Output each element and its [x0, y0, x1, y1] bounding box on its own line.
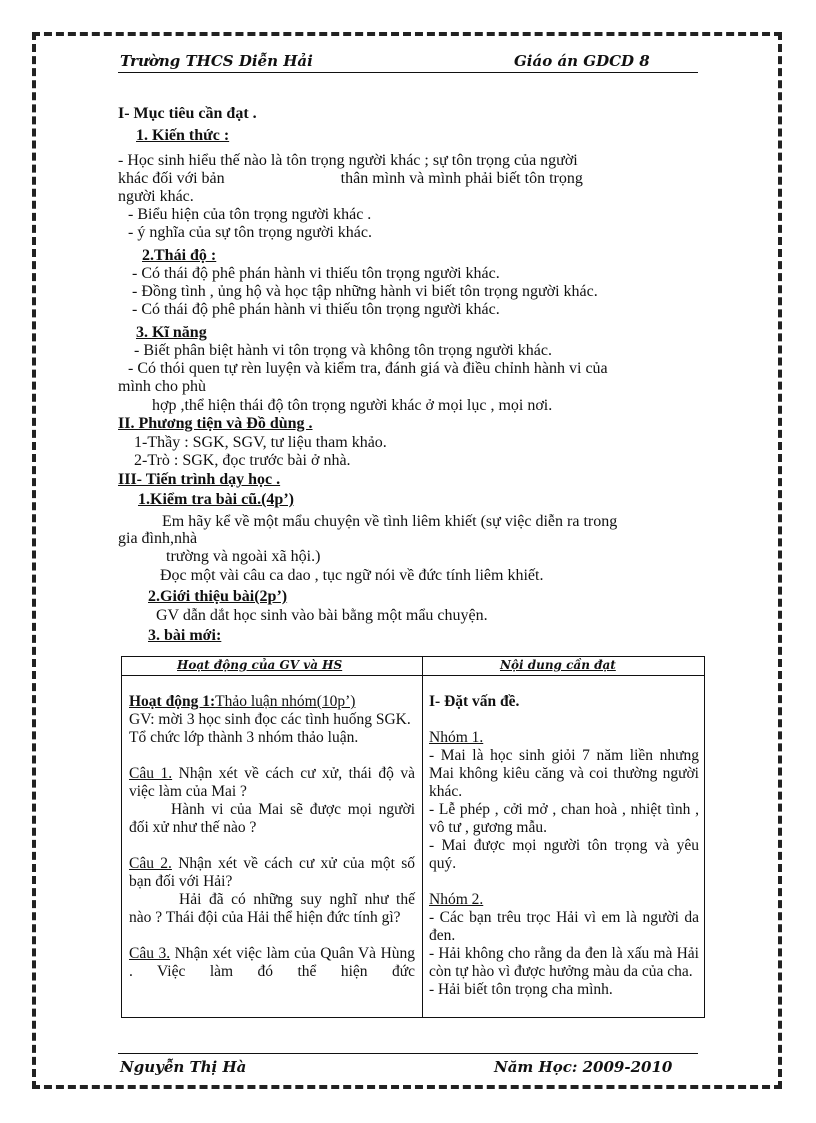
activity-p2: Tổ chức lớp thành 3 nhóm thảo luận. — [129, 729, 359, 746]
table-header-right: Nội dung cần đạt — [500, 658, 616, 672]
question-3: Câu 3. Nhận xét việc làm của Quân Và Hùng . Việc làm đó thể hiện đức — [129, 945, 416, 980]
table-left-column — [129, 693, 415, 981]
knowledge-line: người khác. — [118, 188, 194, 205]
skill-title: 3. Kĩ năng — [136, 324, 207, 341]
table-header-left: Hoạt động của GV và HS — [177, 658, 343, 672]
section2-title: II. Phương tiện và Đồ dùng . — [118, 415, 313, 432]
section3-title: III- Tiến trình dạy học . — [118, 471, 281, 488]
group-2-item: - Các bạn trêu trọc Hải vì em là người da đen. — [429, 909, 699, 944]
intro-title: 2.Giới thiệu bài(2p’) — [148, 588, 288, 605]
table-divider — [422, 657, 423, 1017]
activity-p1: GV: mời 3 học sinh đọc các tình huống SGK. — [129, 711, 411, 728]
group-2-item: - Hải biết tôn trọng cha mình. — [429, 981, 613, 998]
check-line: trường và ngoài xã hội.) — [166, 548, 321, 565]
footer-rule — [118, 1053, 698, 1054]
group-1-label: Nhóm 1. — [429, 729, 484, 746]
group-1-item: - Mai là học sinh giỏi 7 năm liền nhưng Mai không kiêu căng và coi thường người khác. — [429, 747, 699, 800]
attitude-line: - Có thái độ phê phán hành vi thiếu tôn trọng người khác. — [132, 265, 500, 282]
check-line: Đọc một vài câu ca dao , tục ngữ nói về đức tính liêm khiết. — [160, 567, 544, 584]
question-1-sub: Hành vi của Mai sẽ được mọi người đối xử như thế nào ? — [129, 801, 415, 836]
right-title: I- Đặt vấn đề. — [429, 693, 520, 710]
knowledge-title: 1. Kiến thức : — [136, 127, 230, 144]
group-2-item: - Hải không cho rằng da đen là xấu mà Hải còn tự hào vì được hưởng màu da của cha. — [429, 945, 699, 980]
header-rule — [118, 72, 698, 73]
group-2-label: Nhóm 2. — [429, 891, 484, 908]
table-header-rule — [122, 675, 704, 676]
check-line: Em hãy kể về một mẩu chuyện về tình liêm khiết (sự việc diễn ra trong — [162, 513, 618, 530]
attitude-line: - Có thái độ phê phán hành vi thiếu tôn trọng người khác. — [132, 301, 500, 318]
question-2-sub: Hải đã có những suy nghĩ như thế nào ? Thái đội của Hải thể hiện đức tính gì? — [129, 891, 415, 926]
question-1: Câu 1. Nhận xét về cách cư xử, thái độ và việc làm của Mai ? — [129, 765, 416, 800]
new-lesson-title: 3. bài mới: — [148, 627, 222, 644]
knowledge-line: khác đối với bản thân mình và mình phải biết tôn trọng — [118, 170, 583, 187]
section1-title: I- Mục tiêu cần đạt . — [118, 105, 257, 122]
knowledge-line: - Biểu hiện của tôn trọng người khác . — [128, 206, 372, 223]
skill-line: hợp ,thể hiện thái độ tôn trọng người khác ở mọi lục , mọi nơi. — [152, 397, 553, 414]
footer-year: Năm Học: 2009-2010 — [494, 1058, 673, 1076]
header-subject: Giáo án GDCD 8 — [514, 52, 650, 70]
knowledge-line: - ý nghĩa của sự tôn trọng người khác. — [128, 224, 372, 241]
group-1-item: - Lễ phép , cởi mở , chan hoà , nhiệt tình , vô tư , gương mẫu. — [429, 801, 699, 836]
check-title: 1.Kiểm tra bài cũ.(4p’) — [138, 491, 294, 508]
table-right-column — [429, 693, 699, 999]
intro-line: GV dẫn dắt học sinh vào bài bằng một mẩu chuyện. — [156, 607, 488, 624]
skill-line: - Có thói quen tự rèn luyện và kiểm tra, đánh giá và điều chỉnh hành vi của — [128, 360, 608, 377]
attitude-line: - Đồng tình , ủng hộ và học tập những hành vi biết tôn trọng người khác. — [132, 283, 598, 300]
header-school: Trường THCS Diễn Hải — [120, 52, 313, 70]
lesson-table — [121, 656, 705, 1018]
footer-author: Nguyễn Thị Hà — [120, 1058, 247, 1076]
question-2: Câu 2. Nhận xét về cách cư xử của một số bạn đối với Hải? — [129, 855, 415, 890]
skill-line: mình cho phù — [118, 378, 206, 395]
group-1-item: - Mai được mọi người tôn trọng và yêu quý. — [429, 837, 699, 872]
section2-line: 1-Thầy : SGK, SGV, tư liệu tham khảo. — [134, 434, 387, 451]
section2-line: 2-Trò : SGK, đọc trước bài ở nhà. — [134, 452, 351, 469]
skill-line: - Biết phân biệt hành vi tôn trọng và không tôn trọng người khác. — [134, 342, 552, 359]
check-line: gia đình,nhà — [118, 530, 198, 547]
knowledge-line: - Học sinh hiểu thế nào là tôn trọng người khác ; sự tôn trọng của người — [118, 152, 578, 169]
attitude-title: 2.Thái độ : — [142, 247, 217, 264]
activity-heading: Hoạt động 1:Thảo luận nhóm(10p’) — [129, 693, 356, 710]
